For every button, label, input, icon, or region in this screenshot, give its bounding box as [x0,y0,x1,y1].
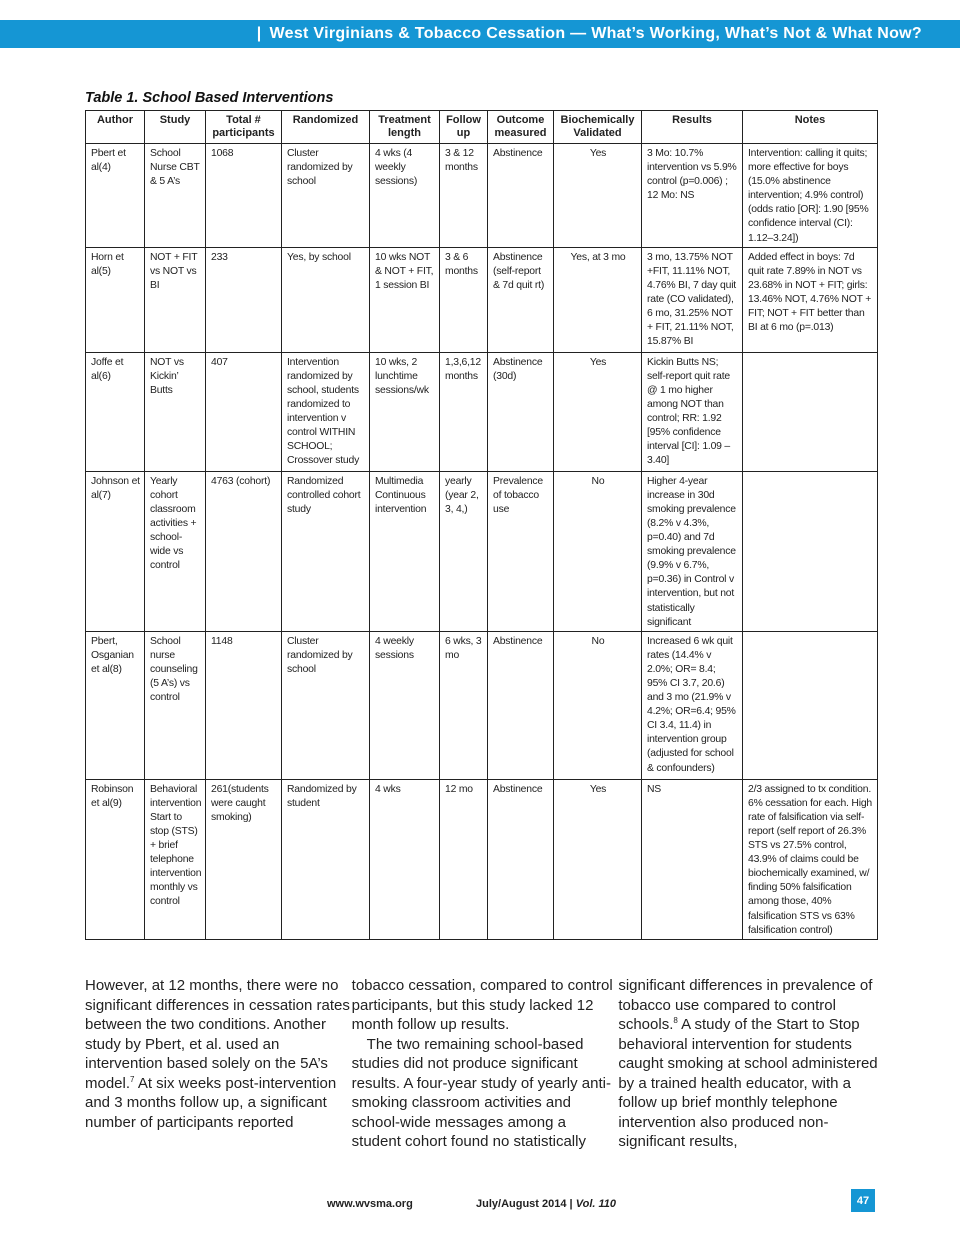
paragraph [85,976,352,1132]
text-column-1 [85,976,352,1152]
column-header: Notes [743,111,878,144]
column-header: Treatment length [370,111,440,144]
cell-results: 3 Mo: 10.7% intervention vs 5.9% control (p=0.006) ; 12 Mo: NS [642,144,743,248]
cell-results: 3 mo, 13.75% NOT +FIT, 11.11% NOT, 4.76% BI, 7 day quit rate (CO validated), 6 mo, 31.25% NOT + FIT, 21.11% NOT, 15.87% BI [642,247,743,352]
footer-separator: | [569,1198,573,1210]
body-text [85,976,885,1152]
cell-results: Higher 4-year increase in 30d smoking prevalence (8.2% v 4.3%, p=0.40) and 7d smoking prevalence (9.9% v 6.7%, p=0.36) in Control v intervention, but not statistically significant [642,471,743,631]
header-separator: | [256,25,262,42]
cell-validated: Yes [554,779,642,939]
cell-follow-up: 6 wks, 3 mo [440,631,488,779]
cell-outcome: Prevalence of tobacco use [488,471,554,631]
cell-notes [743,631,878,779]
table-row [86,471,878,631]
cell-randomized: Cluster randomized by school [282,144,370,248]
cell-study: School nurse counseling (5 A’s) vs control [145,631,206,779]
text-run: A study of the Start to Stop behavioral intervention for students caught smoking at school administered by a trained health educator, with a follow up brief monthly telephone intervention also produced non-significant results, [618,1016,878,1150]
footer-issue-info [476,1198,616,1210]
citation: 7 [130,1074,135,1084]
cell-participants: 1068 [206,144,282,248]
cell-validated: Yes, at 3 mo [554,247,642,352]
cell-outcome: Abstinence [488,631,554,779]
text-run: However, at 12 months, there were no significant differences in cessation rates between the two conditions. Another study by Pbert, et al. used an intervention based solely on the 5A’s model. [85,977,350,1092]
header-banner [0,20,960,48]
column-header: Biochemically Validated [554,111,642,144]
cell-validated: Yes [554,144,642,248]
citation: 8 [673,1016,678,1025]
table-row [86,247,878,352]
cell-study: Yearly cohort classroom activities + school-wide vs control [145,471,206,631]
cell-validated: No [554,471,642,631]
paragraph: tobacco cessation, compared to control participants, but this study lacked 12 month follow up results. [351,977,613,1033]
table-header-row [86,111,878,144]
cell-results: NS [642,779,743,939]
cell-study: School Nurse CBT & 5 A’s [145,144,206,248]
cell-notes: 2/3 assigned to tx condition. 6% cessation for each. High rate of falsification via self-report (self report of 26.3% STS vs 27.5% control, 43.9% of claims could be biochemically examined, w/ finding 50% falsification among those, 40% falsification STS vs 63% falsification control) [743,779,878,939]
cell-validated: No [554,631,642,779]
cell-notes [743,471,878,631]
cell-participants: 407 [206,352,282,471]
cell-notes [743,352,878,471]
cell-notes: Intervention: calling it quits; more effective for boys (15.0% abstinence intervention; 4.9% control) (odds ratio [OR]: 1.90 [95% confidence interval (CI): 1.12–3.24]) [743,144,878,248]
text-run: significant differences in prevalence of tobacco use compared to control schools. [618,977,873,1033]
cell-randomized: Cluster randomized by school [282,631,370,779]
column-header: Follow up [440,111,488,144]
cell-results: Increased 6 wk quit rates (14.4% v 2.0%; OR= 8.4; 95% CI 3.7, 20.6) and 3 mo (21.9% v 4.2%; OR=6.4; 95% CI 3.4, 11.4) in intervention group (adjusted for school & confounders) [642,631,743,779]
cell-follow-up: yearly (year 2, 3, 4,) [440,471,488,631]
cell-participants: 233 [206,247,282,352]
cell-notes: Added effect in boys: 7d quit rate 7.89% in NOT vs 23.68% in NOT + FIT; girls: 13.46% NOT, 4.76% NOT + FIT; NOT + FIT better than BI at 6 mo (p=.013) [743,247,878,352]
cell-study: NOT vs Kickin’ Butts [145,352,206,471]
cell-randomized: Intervention randomized by school, students randomized to intervention v control WITHIN SCHOOL; Crossover study [282,352,370,471]
table-title: Table 1. School Based Interventions [85,90,334,106]
header-title: West Virginians & Tobacco Cessation — What’s Working, What’s Not & What Now? [269,25,922,42]
cell-author: Pbert, Osganian et al(8) [86,631,145,779]
cell-treatment: 10 wks NOT & NOT + FIT, 1 session BI [370,247,440,352]
cell-randomized: Randomized by student [282,779,370,939]
table-row [86,352,878,471]
paragraph: The two remaining school-based studies did not produce significant results. A four-year study of yearly anti-smoking classroom activities and school-wide messages among a student cohort found no statistically [351,1035,611,1150]
column-header: Study [145,111,206,144]
cell-follow-up: 1,3,6,12 months [440,352,488,471]
cell-author: Johnson et al(7) [86,471,145,631]
cell-author: Robinson et al(9) [86,779,145,939]
table-row [86,631,878,779]
cell-outcome: Abstinence [488,144,554,248]
column-header: Total # participants [206,111,282,144]
cell-outcome: Abstinence (30d) [488,352,554,471]
cell-participants: 261(students were caught smoking) [206,779,282,939]
cell-follow-up: 12 mo [440,779,488,939]
cell-treatment: 4 weekly sessions [370,631,440,779]
column-header: Randomized [282,111,370,144]
table-row [86,779,878,939]
cell-author: Joffe et al(6) [86,352,145,471]
table-row [86,144,878,248]
cell-outcome: Abstinence [488,779,554,939]
cell-randomized: Randomized controlled cohort study [282,471,370,631]
page-number: 47 [851,1189,875,1212]
column-header: Results [642,111,743,144]
interventions-table [85,110,878,940]
cell-treatment: 10 wks, 2 lunchtime sessions/wk [370,352,440,471]
cell-follow-up: 3 & 12 months [440,144,488,248]
cell-study: Behavioral intervention Start to stop (STS) + brief telephone intervention monthly vs control [145,779,206,939]
cell-treatment: 4 wks (4 weekly sessions) [370,144,440,248]
cell-author: Pbert et al(4) [86,144,145,248]
cell-outcome: Abstinence (self-report & 7d quit rt) [488,247,554,352]
text-run: At six weeks post-intervention and 3 months follow up, a significant number of participants reported [85,1074,337,1131]
column-header: Author [86,111,145,144]
text-column-2 [352,976,619,1152]
cell-treatment: 4 wks [370,779,440,939]
footer-site: www.wvsma.org [327,1198,413,1210]
paragraph [618,976,885,1152]
cell-randomized: Yes, by school [282,247,370,352]
column-header: Outcome measured [488,111,554,144]
text-column-3 [618,976,885,1152]
cell-participants: 4763 (cohort) [206,471,282,631]
cell-treatment: Multimedia Continuous intervention [370,471,440,631]
footer-issue: July/August 2014 [476,1198,567,1210]
cell-results: Kickin Butts NS; self-report quit rate @ 1 mo higher among NOT than control; RR: 1.92 [95% confidence interval [CI]: 1.09 –3.40] [642,352,743,471]
footer-volume: Vol. 110 [575,1198,617,1210]
cell-participants: 1148 [206,631,282,779]
cell-author: Horn et al(5) [86,247,145,352]
cell-follow-up: 3 & 6 months [440,247,488,352]
cell-study: NOT + FIT vs NOT vs BI [145,247,206,352]
cell-validated: Yes [554,352,642,471]
